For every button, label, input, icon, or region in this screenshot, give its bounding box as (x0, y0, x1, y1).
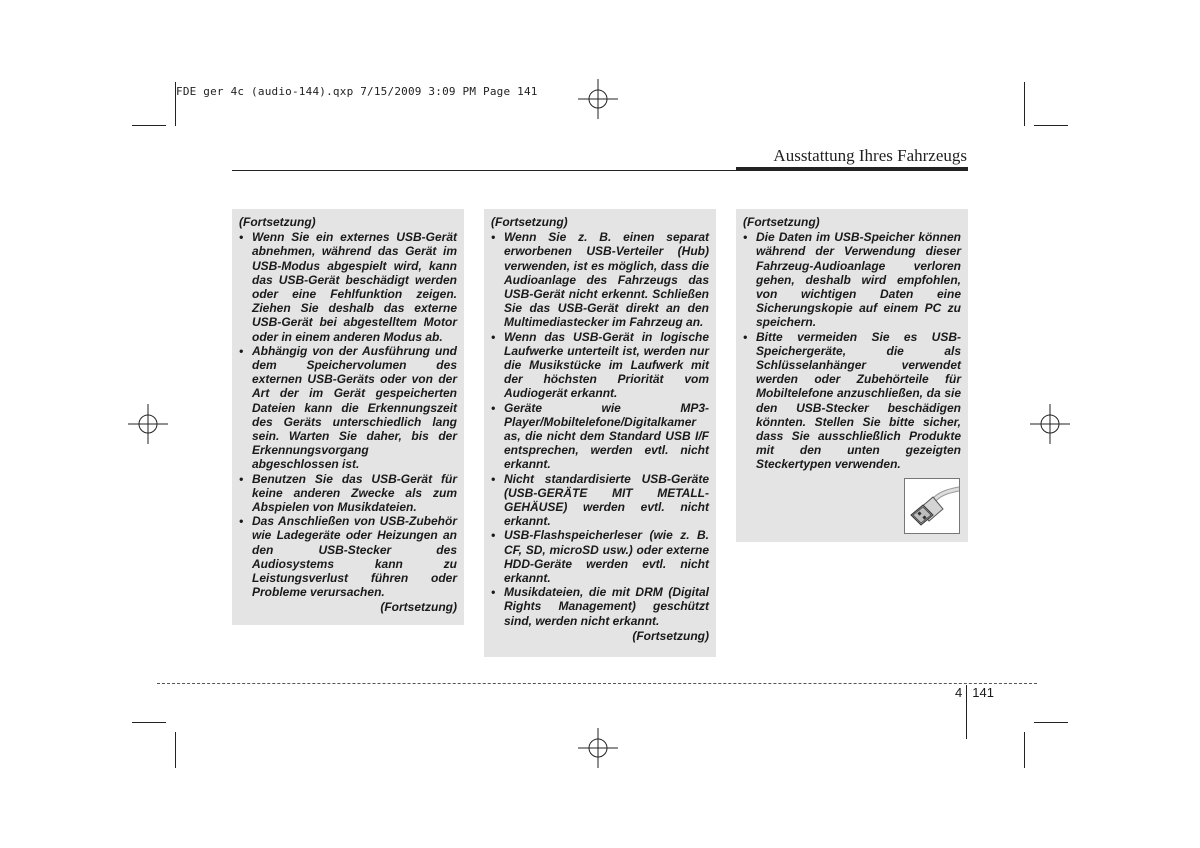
bullet-icon: • (491, 230, 496, 245)
bullet-icon: • (491, 471, 496, 486)
section-title: Ausstattung Ihres Fahrzeugs (773, 146, 967, 165)
info-panel-1 (232, 209, 464, 625)
continuation-label: (Fortsetzung) (743, 215, 820, 229)
crop-mark (1034, 125, 1068, 126)
crop-mark (132, 722, 166, 723)
registration-mark-icon (578, 728, 618, 768)
usb-plug-illustration (904, 478, 960, 534)
page-number-divider (966, 685, 967, 739)
bullet-icon: • (491, 585, 496, 600)
continuation-label: (Fortsetzung) (632, 628, 709, 643)
info-panel-2 (484, 209, 716, 657)
list-item: • Geräte wie MP3- Player/Mobiltelefone/Digitalkamer as, die nicht dem Standard USB I/F entsprechen, werden evtl. nicht erkannt. (491, 400, 709, 472)
list-item: • Das Anschließen von USB-Zubehör wie Ladegeräte oder Heizungen an den USB-Stecker des Audiosystems kann zu Leistungsverlust führen oder Probleme verursachen. (239, 514, 457, 600)
registration-mark-icon (578, 79, 618, 119)
list-item: • Benutzen Sie das USB-Gerät für keine anderen Zwecke als zum Abspielen von Musikdateien. (239, 471, 457, 515)
list-item: • Die Daten im USB-Speicher können während der Verwendung dieser Fahrzeug-Audioanlage verloren gehen, deshalb wird empfohlen, von wichtigen Daten eine Sicherungskopie auf einem PC zu speichern. (743, 230, 961, 330)
bullet-icon: • (743, 329, 748, 344)
bullet-icon: • (743, 230, 748, 245)
page-number (955, 685, 994, 739)
header-rule-accent (736, 167, 968, 171)
chapter-number: 4 (955, 685, 963, 700)
registration-mark-icon (128, 404, 168, 444)
footer-rule (157, 683, 1037, 684)
bullet-icon: • (239, 471, 244, 486)
list-item: • Abhängig von der Ausführung und dem Speichervolumen des externen USB-Geräts oder von der Art der im Gerät gespeicherten Dateien kann die Erkennungszeit des Geräts unterschiedlich lang sein. Warten Sie daher, bis der Erkennungsvorgang abgeschlossen ist. (239, 343, 457, 472)
usb-plug-icon (905, 479, 959, 533)
list-item: • Wenn das USB-Gerät in logische Laufwerke unterteilt ist, werden nur die Musikstücke im Laufwerk mit der höchsten Priorität vom Audiogerät erkannt. (491, 329, 709, 401)
list-item: • Musikdateien, die mit DRM (Digital Rights Management) geschützt sind, werden nicht erkannt. (491, 585, 709, 628)
list-item: • Nicht standardisierte USB-Geräte (USB-GERÄTE MIT METALL-GEHÄUSE) werden evtl. nicht erkannt. (491, 471, 709, 529)
continuation-label: (Fortsetzung) (491, 215, 568, 229)
crop-mark (175, 732, 176, 768)
list-item: • Bitte vermeiden Sie es USB-Speichergeräte, die als Schlüsselanhänger verwendet werden oder Zubehörteile für Mobiltelefone anzuschließen, da sie den USB-Stecker beschädigen könnten. Stellen Sie bitte sicher, dass Sie ausschließlich Produkte mit den unten gezeigten Steckertypen verwenden. (743, 329, 961, 472)
crop-mark (132, 125, 166, 126)
bullet-icon: • (491, 400, 496, 415)
bullet-icon: • (239, 230, 244, 245)
bullet-icon: • (491, 329, 496, 344)
bullet-icon: • (239, 514, 244, 529)
page-number-value: 141 (972, 685, 994, 700)
printer-slug: FDE ger 4c (audio-144).qxp 7/15/2009 3:09 PM Page 141 (176, 85, 538, 98)
list-item: • USB-Flashspeicherleser (wie z. B. CF, SD, microSD usw.) oder externe HDD-Geräte werden evtl. nicht erkannt. (491, 528, 709, 586)
list-item: • Wenn Sie ein externes USB-Gerät abnehmen, während das Gerät im USB-Modus abgespielt wird, kann das USB-Gerät beschädigt werden oder eine Fehlfunktion zeigen. Ziehen Sie deshalb das externe USB-Gerät bei abgestelltem Motor oder in einem anderen Modus ab. (239, 230, 457, 344)
crop-mark (1024, 82, 1025, 126)
continuation-label: (Fortsetzung) (239, 215, 316, 229)
registration-mark-icon (1030, 404, 1070, 444)
bullet-icon: • (491, 528, 496, 543)
crop-mark (1024, 732, 1025, 768)
crop-mark (1034, 722, 1068, 723)
bullet-icon: • (239, 343, 244, 358)
list-item: • Wenn Sie z. B. einen separat erworbenen USB-Verteiler (Hub) verwenden, ist es möglich, dass die Audioanlage des Fahrzeugs das USB-Gerät nicht erkennt. Schließen Sie das USB-Gerät direkt an den Multimediastecker im Fahrzeug an. (491, 230, 709, 330)
continuation-label: (Fortsetzung) (380, 600, 457, 615)
